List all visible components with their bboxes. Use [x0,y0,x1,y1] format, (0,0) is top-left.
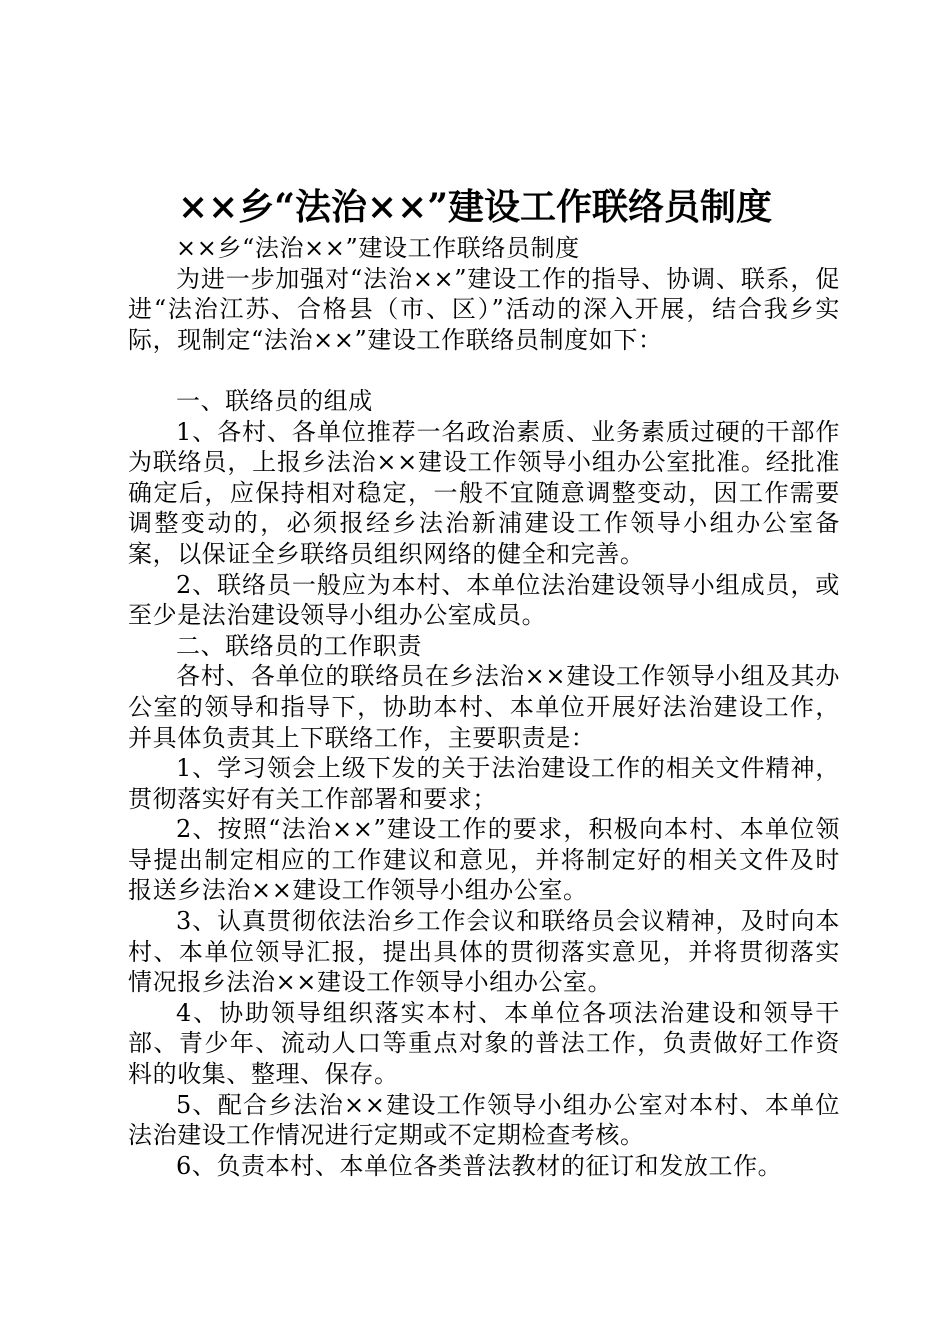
list-item-2-6: 6、负责本村、本单位各类普法教材的征订和发放工作。 [176,1151,783,1180]
list-item-1-2: 2、联络员一般应为本村、本单位法治建设领导小组成员，或至少是法治建设领导小组办公室成员。 [128,570,840,630]
list-item-2-3: 3、认真贯彻依法治乡工作会议和联络员会议精神，及时向本村、本单位领导汇报，提出具体的贯彻落实意见，并将贯彻落实情况报乡法治××建设工作领导小组办公室。 [128,907,840,997]
blank-line [128,355,840,386]
list-item-2-4: 4、协助领导组织落实本村、本单位各项法治建设和领导干部、青少年、流动人口等重点对象的普法工作，负责做好工作资料的收集、整理、保存。 [128,998,840,1089]
list-item-2-1: 1、学习领会上级下发的关于法治建设工作的相关文件精神，贯彻落实好有关工作部署和要求； [128,754,840,813]
document-title: ××乡“法治××”建设工作联络员制度 [177,186,773,228]
list-item-2-5: 5、配合乡法治××建设工作领导小组办公室对本村、本单位法治建设工作情况进行定期或不定期检查考核。 [128,1090,840,1150]
list-item-1-1: 1、各村、各单位推荐一名政治素质、业务素质过硬的干部作为联络员，上报乡法治××建设工作领导小组办公室批准。经批准确定后，应保持相对稳定，一般不宜随意调整变动，因工作需要调整变动的，必须报经乡法治新浦建设工作领导小组办公室备案，以保证全乡联络员组织网络的健全和完善。 [128,417,840,568]
document-body [128,233,840,1181]
list-item-2-2: 2、按照“法治××”建设工作的要求，积极向本村、本单位领导提出制定相应的工作建议和意见，并将制定好的相关文件及时报送乡法治××建设工作领导小组办公室。 [128,815,840,905]
section-heading-2: 二、联络员的工作职责 [176,631,422,660]
subtitle-paragraph: ××乡“法治××”建设工作联络员制度 [176,234,580,262]
section-heading-1: 一、联络员的组成 [176,386,373,415]
intro-paragraph: 为进一步加强对“法治××”建设工作的指导、协调、联系，促进“法治江苏、合格县（市、区）”活动的深入开展，结合我乡实际，现制定“法治××”建设工作联络员制度如下： [128,264,840,354]
duties-intro-paragraph: 各村、各单位的联络员在乡法治××建设工作领导小组及其办公室的领导和指导下，协助本村、本单位开展好法治建设工作，并具体负责其上下联络工作，主要职责是： [128,662,840,752]
